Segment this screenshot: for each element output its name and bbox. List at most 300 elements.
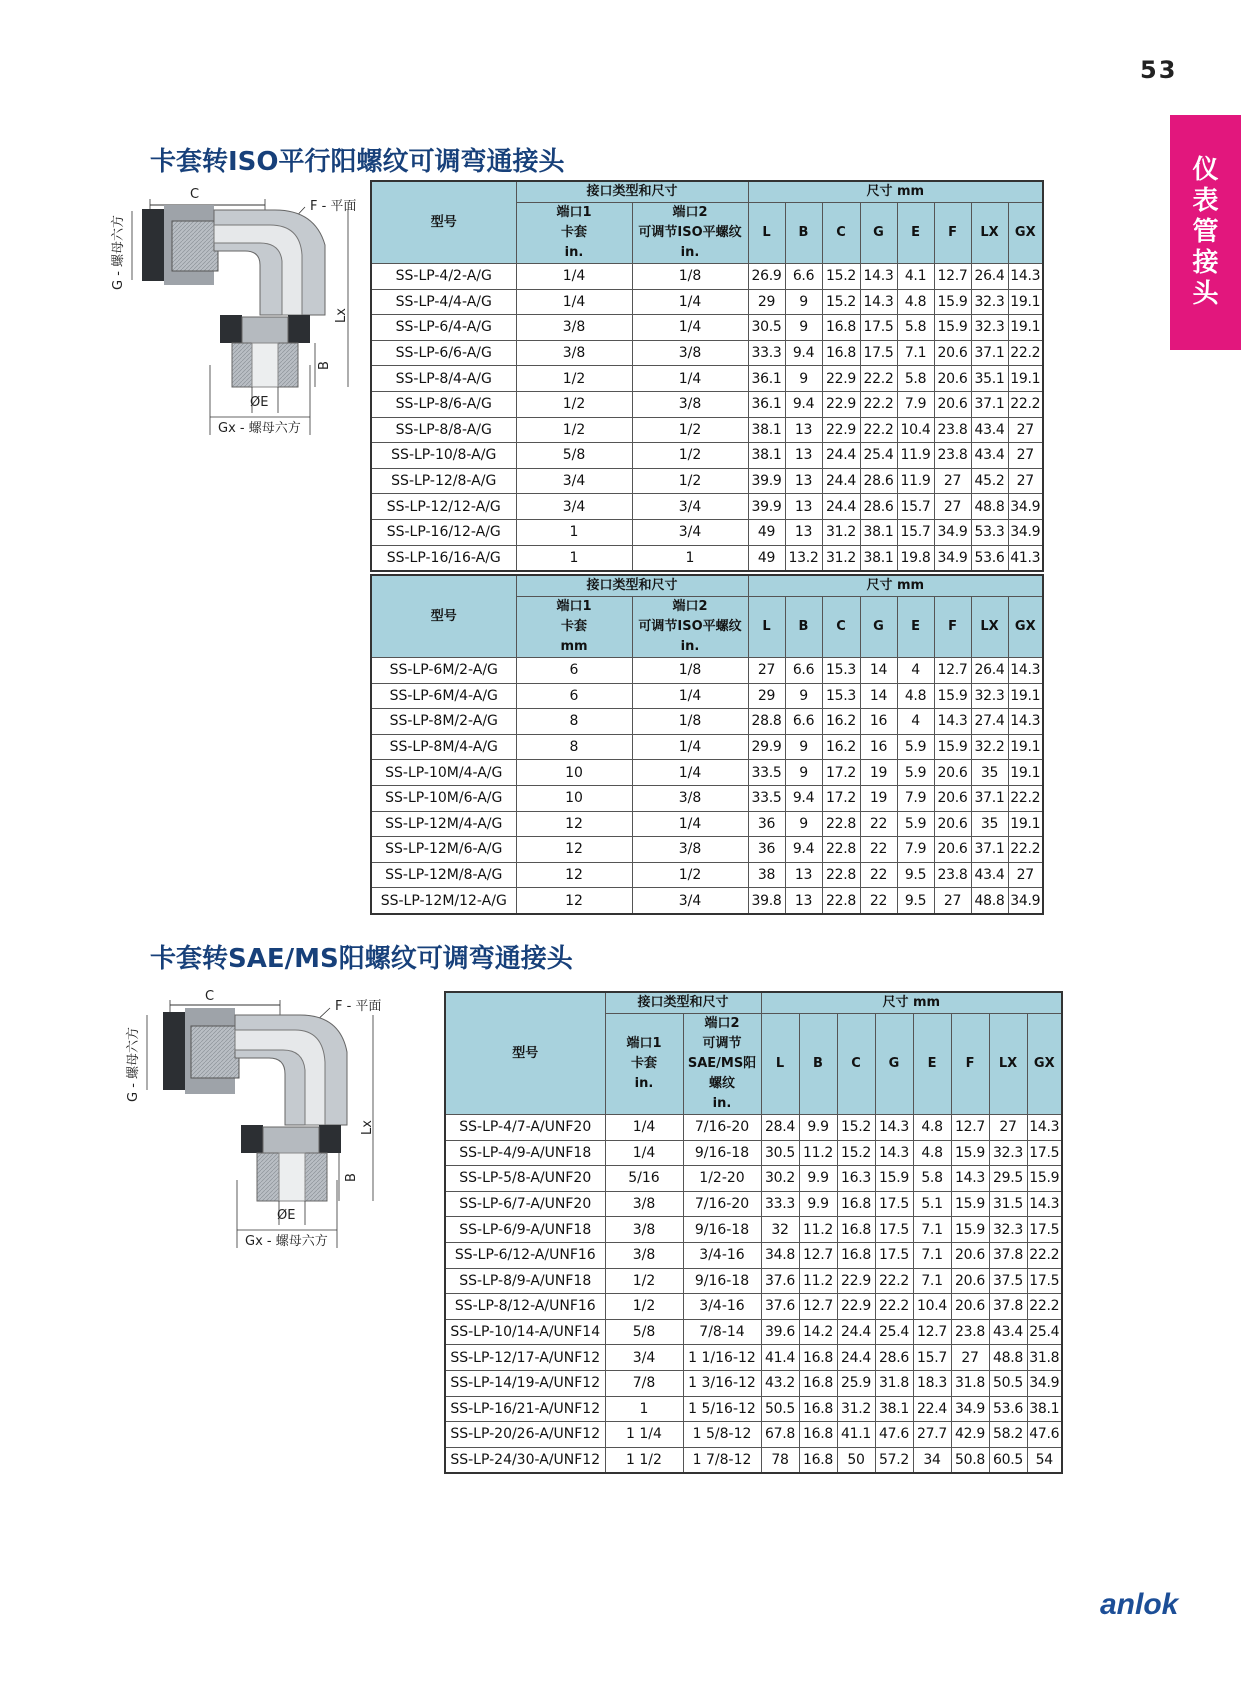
model-cell: SS-LP-6/4-A/G bbox=[371, 315, 516, 341]
dimension-cell: 7.1 bbox=[913, 1268, 951, 1294]
header-col-lx: LX bbox=[971, 203, 1008, 264]
model-cell: SS-LP-10/14-A/UNF14 bbox=[445, 1319, 605, 1345]
table-row bbox=[445, 1345, 1062, 1371]
dimension-cell: 28.8 bbox=[748, 709, 785, 735]
dimension-cell: 20.6 bbox=[951, 1294, 989, 1320]
dimension-cell: 67.8 bbox=[761, 1422, 799, 1448]
port-cell: 7/16-20 bbox=[683, 1191, 761, 1217]
dimension-cell: 23.8 bbox=[934, 862, 971, 888]
dimension-cell: 16.3 bbox=[837, 1166, 875, 1192]
dimension-cell: 19.1 bbox=[1008, 734, 1043, 760]
dimension-cell: 12.7 bbox=[934, 264, 971, 290]
dim-e-label: ØE bbox=[277, 1208, 296, 1223]
dimension-cell: 34.9 bbox=[1008, 519, 1043, 545]
model-cell: SS-LP-12/8-A/G bbox=[371, 468, 516, 494]
model-cell: SS-LP-8/8-A/G bbox=[371, 417, 516, 443]
dimension-cell: 34.9 bbox=[934, 545, 971, 571]
port-cell: 3/8 bbox=[605, 1242, 683, 1268]
dim-f-label: F - 平面 bbox=[310, 199, 357, 214]
dimension-cell: 33.5 bbox=[748, 760, 785, 786]
dimension-cell: 53.6 bbox=[971, 545, 1008, 571]
dimension-cell: 9 bbox=[785, 366, 822, 392]
header-col-g: G bbox=[860, 203, 897, 264]
port-cell: 3/8 bbox=[605, 1217, 683, 1243]
dim-c-label: C bbox=[205, 990, 215, 1004]
dimension-cell: 14.3 bbox=[1008, 709, 1043, 735]
dimension-cell: 14.3 bbox=[875, 1140, 913, 1166]
dimension-cell: 17.5 bbox=[875, 1191, 913, 1217]
dimension-cell: 54 bbox=[1027, 1447, 1062, 1473]
dimension-cell: 9.4 bbox=[785, 340, 822, 366]
dimension-cell: 37.6 bbox=[761, 1268, 799, 1294]
port-cell: 6 bbox=[516, 658, 632, 684]
port-cell: 3/8 bbox=[632, 391, 748, 417]
dimension-cell: 11.2 bbox=[799, 1140, 837, 1166]
port-cell: 1 3/16-12 bbox=[683, 1370, 761, 1396]
dimension-cell: 16.8 bbox=[799, 1345, 837, 1371]
dimension-cell: 38.1 bbox=[1027, 1396, 1062, 1422]
table-row bbox=[371, 658, 1043, 684]
dimension-cell: 38 bbox=[748, 862, 785, 888]
dimension-cell: 12.7 bbox=[934, 658, 971, 684]
table-row bbox=[371, 289, 1043, 315]
dimension-cell: 50.8 bbox=[951, 1447, 989, 1473]
port-cell: 3/4-16 bbox=[683, 1294, 761, 1320]
header-col-l: L bbox=[748, 203, 785, 264]
dimension-cell: 45.2 bbox=[971, 468, 1008, 494]
table-row bbox=[445, 1268, 1062, 1294]
model-cell: SS-LP-8M/2-A/G bbox=[371, 709, 516, 735]
dimension-cell: 14 bbox=[860, 683, 897, 709]
header-col-f: F bbox=[934, 597, 971, 658]
dimension-cell: 32.3 bbox=[989, 1217, 1027, 1243]
dimension-cell: 4.8 bbox=[897, 683, 934, 709]
dimension-cell: 9 bbox=[785, 315, 822, 341]
dimension-cell: 27 bbox=[748, 658, 785, 684]
port-cell: 3/8 bbox=[632, 785, 748, 811]
dimension-cell: 27.4 bbox=[971, 709, 1008, 735]
table-row bbox=[445, 1217, 1062, 1243]
dimension-cell: 43.4 bbox=[971, 443, 1008, 469]
dimension-cell: 33.5 bbox=[748, 785, 785, 811]
model-cell: SS-LP-10M/4-A/G bbox=[371, 760, 516, 786]
dimension-cell: 39.8 bbox=[748, 888, 785, 914]
dimension-cell: 32.3 bbox=[971, 315, 1008, 341]
dimension-cell: 12.7 bbox=[913, 1319, 951, 1345]
table-row bbox=[371, 340, 1043, 366]
table-row bbox=[445, 1166, 1062, 1192]
dimension-cell: 34.9 bbox=[1008, 494, 1043, 520]
port-cell: 1/4 bbox=[516, 289, 632, 315]
dimension-cell: 39.9 bbox=[748, 494, 785, 520]
dimension-cell: 9.9 bbox=[799, 1115, 837, 1141]
port-cell: 1/4 bbox=[516, 264, 632, 290]
dimension-cell: 20.6 bbox=[934, 366, 971, 392]
port-cell: 1 5/8-12 bbox=[683, 1422, 761, 1448]
dimension-cell: 17.2 bbox=[822, 785, 860, 811]
dimension-cell: 9 bbox=[785, 734, 822, 760]
dimension-cell: 34.9 bbox=[934, 519, 971, 545]
dimension-cell: 11.9 bbox=[897, 443, 934, 469]
header-col-f: F bbox=[951, 1014, 989, 1115]
dimension-cell: 38.1 bbox=[875, 1396, 913, 1422]
dimension-cell: 27 bbox=[934, 494, 971, 520]
port-cell: 1/4 bbox=[632, 683, 748, 709]
dimension-cell: 15.9 bbox=[875, 1166, 913, 1192]
dimension-cell: 53.6 bbox=[989, 1396, 1027, 1422]
dimension-cell: 22.2 bbox=[860, 417, 897, 443]
dimension-cell: 4.8 bbox=[897, 289, 934, 315]
dimension-cell: 17.5 bbox=[1027, 1140, 1062, 1166]
dimension-cell: 29 bbox=[748, 289, 785, 315]
header-col-g: G bbox=[875, 1014, 913, 1115]
model-cell: SS-LP-12M/4-A/G bbox=[371, 811, 516, 837]
dimension-cell: 6.6 bbox=[785, 658, 822, 684]
dimension-cell: 25.9 bbox=[837, 1370, 875, 1396]
dimension-cell: 24.4 bbox=[837, 1345, 875, 1371]
dimension-cell: 22.8 bbox=[822, 862, 860, 888]
dimension-cell: 42.9 bbox=[951, 1422, 989, 1448]
port-cell: 3/8 bbox=[516, 315, 632, 341]
dimension-cell: 12.7 bbox=[799, 1294, 837, 1320]
header-port2: 端口2 可调节 SAE/MS阳 螺纹 in. bbox=[683, 1014, 761, 1115]
dimension-cell: 25.4 bbox=[875, 1319, 913, 1345]
port-cell: 1/2 bbox=[605, 1294, 683, 1320]
header-col-e: E bbox=[897, 203, 934, 264]
dimension-cell: 57.2 bbox=[875, 1447, 913, 1473]
dimension-cell: 35.1 bbox=[971, 366, 1008, 392]
header-col-g: G bbox=[860, 597, 897, 658]
dimension-cell: 14.3 bbox=[1008, 658, 1043, 684]
model-cell: SS-LP-5/8-A/UNF20 bbox=[445, 1166, 605, 1192]
dimension-cell: 31.8 bbox=[951, 1370, 989, 1396]
dimension-cell: 30.5 bbox=[748, 315, 785, 341]
dimension-cell: 32.3 bbox=[989, 1140, 1027, 1166]
table-row bbox=[371, 315, 1043, 341]
port-cell: 1/8 bbox=[632, 709, 748, 735]
table-row bbox=[445, 1242, 1062, 1268]
dimension-cell: 22.8 bbox=[822, 837, 860, 863]
dimension-cell: 37.8 bbox=[989, 1294, 1027, 1320]
table-row bbox=[371, 785, 1043, 811]
dimension-cell: 36.1 bbox=[748, 391, 785, 417]
dim-g-label: G - 螺母六方 bbox=[111, 214, 126, 290]
fitting-drawing-iso bbox=[110, 185, 380, 465]
port-cell: 8 bbox=[516, 709, 632, 735]
dimension-cell: 7.9 bbox=[897, 391, 934, 417]
dimension-cell: 16.8 bbox=[799, 1447, 837, 1473]
table-row bbox=[445, 1422, 1062, 1448]
port-cell: 1 1/2 bbox=[605, 1447, 683, 1473]
dimension-cell: 15.7 bbox=[897, 519, 934, 545]
table-row bbox=[371, 760, 1043, 786]
header-col-gx: GX bbox=[1008, 203, 1043, 264]
side-tab-char: 管 bbox=[1192, 217, 1219, 247]
model-cell: SS-LP-10/8-A/G bbox=[371, 443, 516, 469]
dimension-cell: 9.4 bbox=[785, 837, 822, 863]
dimension-cell: 7.9 bbox=[897, 785, 934, 811]
dimension-cell: 33.3 bbox=[748, 340, 785, 366]
port-cell: 3/8 bbox=[632, 837, 748, 863]
dimension-cell: 7.1 bbox=[913, 1242, 951, 1268]
dimension-cell: 9.9 bbox=[799, 1166, 837, 1192]
model-cell: SS-LP-12M/8-A/G bbox=[371, 862, 516, 888]
port-cell: 9/16-18 bbox=[683, 1268, 761, 1294]
dimension-cell: 17.5 bbox=[860, 340, 897, 366]
dimension-cell: 22.9 bbox=[837, 1294, 875, 1320]
dimension-cell: 48.8 bbox=[971, 494, 1008, 520]
dimension-cell: 24.4 bbox=[822, 443, 860, 469]
port-cell: 1/2 bbox=[632, 468, 748, 494]
header-col-l: L bbox=[761, 1014, 799, 1115]
dimension-cell: 28.6 bbox=[875, 1345, 913, 1371]
dimension-cell: 34.8 bbox=[761, 1242, 799, 1268]
spec-table-iso-inch bbox=[370, 180, 1044, 572]
dimension-cell: 43.4 bbox=[989, 1319, 1027, 1345]
dimension-cell: 20.6 bbox=[934, 837, 971, 863]
port-cell: 1/4 bbox=[605, 1140, 683, 1166]
header-port1: 端口1 卡套 in. bbox=[605, 1014, 683, 1115]
table-row bbox=[445, 1294, 1062, 1320]
model-cell: SS-LP-6/7-A/UNF20 bbox=[445, 1191, 605, 1217]
port-cell: 1/2 bbox=[516, 366, 632, 392]
dimension-cell: 15.9 bbox=[934, 315, 971, 341]
dimension-cell: 14.3 bbox=[934, 709, 971, 735]
model-cell: SS-LP-8/9-A/UNF18 bbox=[445, 1268, 605, 1294]
dimension-cell: 16.8 bbox=[799, 1396, 837, 1422]
dimension-cell: 17.5 bbox=[1027, 1217, 1062, 1243]
dim-g-label: G - 螺母六方 bbox=[126, 1026, 141, 1102]
dimension-cell: 15.2 bbox=[837, 1140, 875, 1166]
table-row bbox=[445, 1370, 1062, 1396]
dimension-cell: 16.8 bbox=[799, 1422, 837, 1448]
port-cell: 3/4 bbox=[632, 494, 748, 520]
dimension-cell: 22.2 bbox=[875, 1268, 913, 1294]
header-model: 型号 bbox=[371, 575, 516, 658]
dimension-cell: 20.6 bbox=[934, 760, 971, 786]
dimension-cell: 22.2 bbox=[1008, 785, 1043, 811]
side-tab-char: 表 bbox=[1192, 186, 1219, 216]
dimension-cell: 14.3 bbox=[1027, 1115, 1062, 1141]
port-cell: 3/4 bbox=[632, 519, 748, 545]
table-row bbox=[371, 545, 1043, 571]
port-cell: 1/2 bbox=[605, 1268, 683, 1294]
dimension-cell: 30.2 bbox=[761, 1166, 799, 1192]
dimension-cell: 9.4 bbox=[785, 785, 822, 811]
dimension-cell: 13 bbox=[785, 417, 822, 443]
port-cell: 1 bbox=[632, 545, 748, 571]
port-cell: 12 bbox=[516, 862, 632, 888]
table-row bbox=[445, 1140, 1062, 1166]
dimension-cell: 36 bbox=[748, 811, 785, 837]
dimension-cell: 53.3 bbox=[971, 519, 1008, 545]
port-cell: 1/2-20 bbox=[683, 1166, 761, 1192]
port-cell: 3/4 bbox=[516, 494, 632, 520]
header-col-gx: GX bbox=[1027, 1014, 1062, 1115]
dimension-cell: 27 bbox=[1008, 468, 1043, 494]
dimension-cell: 34.9 bbox=[1008, 888, 1043, 914]
dimension-cell: 9 bbox=[785, 683, 822, 709]
model-cell: SS-LP-4/4-A/G bbox=[371, 289, 516, 315]
dimension-cell: 5.8 bbox=[897, 366, 934, 392]
port-cell: 3/4 bbox=[632, 888, 748, 914]
dimension-cell: 16.8 bbox=[837, 1217, 875, 1243]
dimension-cell: 16.8 bbox=[837, 1191, 875, 1217]
table-row bbox=[371, 811, 1043, 837]
table-row bbox=[371, 888, 1043, 914]
header-col-b: B bbox=[799, 1014, 837, 1115]
dimension-cell: 22 bbox=[860, 862, 897, 888]
dimension-cell: 14.3 bbox=[1027, 1191, 1062, 1217]
dimension-cell: 22.2 bbox=[1008, 340, 1043, 366]
dimension-cell: 41.3 bbox=[1008, 545, 1043, 571]
dimension-cell: 25.4 bbox=[860, 443, 897, 469]
dimension-cell: 12.7 bbox=[799, 1242, 837, 1268]
model-cell: SS-LP-20/26-A/UNF12 bbox=[445, 1422, 605, 1448]
dimension-cell: 15.9 bbox=[951, 1191, 989, 1217]
dimension-cell: 29.9 bbox=[748, 734, 785, 760]
side-tab-char: 接 bbox=[1192, 248, 1219, 278]
dimension-cell: 24.4 bbox=[822, 468, 860, 494]
model-cell: SS-LP-14/19-A/UNF12 bbox=[445, 1370, 605, 1396]
dimension-cell: 23.8 bbox=[934, 417, 971, 443]
port-cell: 1/2 bbox=[516, 417, 632, 443]
model-cell: SS-LP-12/17-A/UNF12 bbox=[445, 1345, 605, 1371]
dimension-cell: 15.9 bbox=[934, 289, 971, 315]
model-cell: SS-LP-8/12-A/UNF16 bbox=[445, 1294, 605, 1320]
port-cell: 12 bbox=[516, 811, 632, 837]
dimension-cell: 22.8 bbox=[822, 811, 860, 837]
dimension-cell: 35 bbox=[971, 760, 1008, 786]
dimension-cell: 27 bbox=[951, 1345, 989, 1371]
fitting-drawing-sae bbox=[125, 990, 395, 1270]
table-row bbox=[371, 734, 1043, 760]
dim-lx-label: Lx bbox=[360, 1120, 375, 1135]
model-cell: SS-LP-4/7-A/UNF20 bbox=[445, 1115, 605, 1141]
header-col-c: C bbox=[822, 597, 860, 658]
port-cell: 1 bbox=[605, 1396, 683, 1422]
dimension-cell: 37.6 bbox=[761, 1294, 799, 1320]
dimension-cell: 7.1 bbox=[913, 1217, 951, 1243]
dimension-cell: 16.2 bbox=[822, 709, 860, 735]
dimension-cell: 47.6 bbox=[875, 1422, 913, 1448]
dimension-cell: 14 bbox=[860, 658, 897, 684]
header-col-b: B bbox=[785, 597, 822, 658]
header-col-f: F bbox=[934, 203, 971, 264]
header-col-c: C bbox=[822, 203, 860, 264]
port-cell: 12 bbox=[516, 837, 632, 863]
model-cell: SS-LP-6/9-A/UNF18 bbox=[445, 1217, 605, 1243]
header-port1: 端口1 卡套 in. bbox=[516, 203, 632, 264]
dimension-cell: 38.1 bbox=[860, 545, 897, 571]
dimension-cell: 11.2 bbox=[799, 1268, 837, 1294]
dimension-cell: 50.5 bbox=[989, 1370, 1027, 1396]
port-cell: 7/8 bbox=[605, 1370, 683, 1396]
dimension-cell: 19.1 bbox=[1008, 366, 1043, 392]
dimension-cell: 13 bbox=[785, 862, 822, 888]
port-cell: 1/2 bbox=[632, 862, 748, 888]
side-tab-char: 头 bbox=[1192, 279, 1219, 309]
port-cell: 1/8 bbox=[632, 658, 748, 684]
table-row bbox=[371, 264, 1043, 290]
port-cell: 7/8-14 bbox=[683, 1319, 761, 1345]
model-cell: SS-LP-12/12-A/G bbox=[371, 494, 516, 520]
dimension-cell: 9.9 bbox=[799, 1191, 837, 1217]
dimension-cell: 48.8 bbox=[971, 888, 1008, 914]
dimension-cell: 31.2 bbox=[822, 519, 860, 545]
dimension-cell: 24.4 bbox=[837, 1319, 875, 1345]
table-row bbox=[371, 366, 1043, 392]
dimension-cell: 15.7 bbox=[913, 1345, 951, 1371]
port-cell: 1/4 bbox=[632, 289, 748, 315]
dimension-cell: 5.9 bbox=[897, 811, 934, 837]
dimension-cell: 28.6 bbox=[860, 468, 897, 494]
dimension-cell: 6.6 bbox=[785, 709, 822, 735]
table-row bbox=[371, 519, 1043, 545]
dimension-cell: 22.9 bbox=[822, 366, 860, 392]
model-cell: SS-LP-8/6-A/G bbox=[371, 391, 516, 417]
dimension-cell: 27 bbox=[934, 888, 971, 914]
dimension-cell: 15.9 bbox=[1027, 1166, 1062, 1192]
dimension-cell: 37.1 bbox=[971, 340, 1008, 366]
port-cell: 1 bbox=[516, 545, 632, 571]
header-dim-group: 尺寸 mm bbox=[748, 181, 1043, 203]
dimension-cell: 37.1 bbox=[971, 837, 1008, 863]
dimension-cell: 9.5 bbox=[897, 888, 934, 914]
table-row bbox=[371, 417, 1043, 443]
dimension-cell: 13 bbox=[785, 443, 822, 469]
dimension-cell: 15.9 bbox=[951, 1217, 989, 1243]
dimension-cell: 38.1 bbox=[860, 519, 897, 545]
table-row bbox=[371, 862, 1043, 888]
dimension-cell: 27 bbox=[1008, 417, 1043, 443]
dimension-cell: 14.3 bbox=[875, 1115, 913, 1141]
port-cell: 1/4 bbox=[632, 760, 748, 786]
table-row bbox=[371, 709, 1043, 735]
header-col-e: E bbox=[913, 1014, 951, 1115]
dimension-cell: 14.3 bbox=[1008, 264, 1043, 290]
dim-e-label: ØE bbox=[250, 395, 269, 410]
header-port2: 端口2 可调节ISO平螺纹 in. bbox=[632, 597, 748, 658]
model-cell: SS-LP-12M/12-A/G bbox=[371, 888, 516, 914]
dimension-cell: 19.8 bbox=[897, 545, 934, 571]
port-cell: 3/8 bbox=[516, 340, 632, 366]
dimension-cell: 16.8 bbox=[837, 1242, 875, 1268]
header-port-group: 接口类型和尺寸 bbox=[516, 181, 748, 203]
port-cell: 3/8 bbox=[632, 340, 748, 366]
port-cell: 7/16-20 bbox=[683, 1115, 761, 1141]
table-row bbox=[371, 837, 1043, 863]
dimension-cell: 50.5 bbox=[761, 1396, 799, 1422]
port-cell: 1 1/4 bbox=[605, 1422, 683, 1448]
dimension-cell: 9.5 bbox=[897, 862, 934, 888]
port-cell: 1/4 bbox=[632, 734, 748, 760]
dimension-cell: 15.2 bbox=[837, 1115, 875, 1141]
dim-b-label: B bbox=[317, 361, 332, 370]
table-row bbox=[371, 468, 1043, 494]
model-cell: SS-LP-16/12-A/G bbox=[371, 519, 516, 545]
dimension-cell: 22.9 bbox=[837, 1268, 875, 1294]
dimension-cell: 4 bbox=[897, 658, 934, 684]
dimension-cell: 31.5 bbox=[989, 1191, 1027, 1217]
dimension-cell: 34.9 bbox=[951, 1396, 989, 1422]
model-cell: SS-LP-8/4-A/G bbox=[371, 366, 516, 392]
header-col-e: E bbox=[897, 597, 934, 658]
dimension-cell: 23.8 bbox=[934, 443, 971, 469]
header-model: 型号 bbox=[445, 992, 605, 1115]
dimension-cell: 47.6 bbox=[1027, 1422, 1062, 1448]
dimension-cell: 35 bbox=[971, 811, 1008, 837]
